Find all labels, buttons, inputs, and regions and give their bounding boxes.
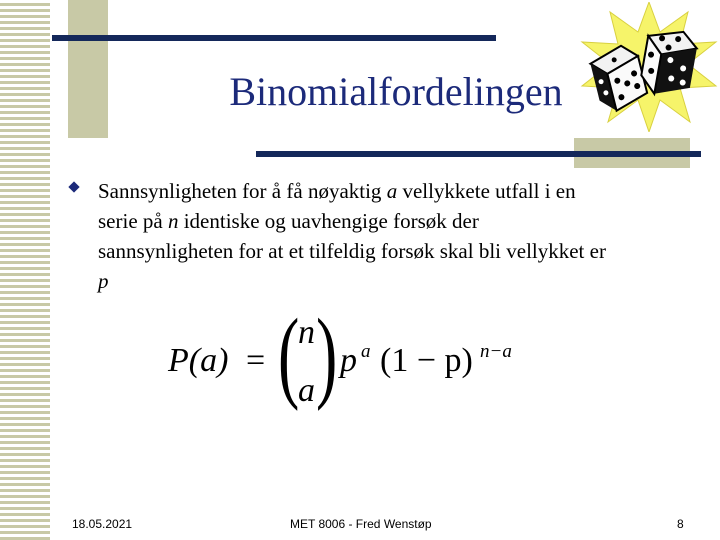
binomial-right-paren: )	[316, 297, 338, 412]
bullet-line1-pre: Sannsynligheten for å få nøyaktig	[98, 179, 387, 203]
formula-lhs-text: P(a)	[168, 342, 229, 379]
bullet-line3: sannsynligheten for at et tilfeldig forsøk skal bli vellykket er	[98, 239, 606, 263]
bullet-line1-post: vellykkete utfall i en	[397, 179, 576, 203]
striped-sidebar	[0, 0, 50, 540]
bullet-line2-pre: serie på	[98, 209, 168, 233]
variable-p: p	[98, 269, 109, 293]
bullet-text	[98, 176, 688, 296]
footer-page-number: 8	[677, 517, 684, 531]
olive-accent-block-top	[68, 0, 108, 138]
binomial-bottom: a	[298, 372, 315, 409]
formula-p-base: p	[340, 342, 357, 379]
formula-lhs	[168, 344, 228, 378]
diamond-bullet-icon	[68, 181, 79, 192]
binomial-top: n	[298, 314, 315, 351]
formula-p-exponent: a	[361, 341, 371, 362]
footer-course: MET 8006 - Fred Wenstøp	[290, 517, 432, 531]
bullet-line2-post: identiske og uavhengige forsøk der	[178, 209, 479, 233]
title-rule-bottom	[256, 151, 701, 157]
formula-factor: (1 − p)	[380, 342, 473, 379]
formula-equals: =	[246, 342, 266, 379]
variable-a: a	[386, 179, 398, 203]
formula-factor-exponent: n−a	[480, 341, 512, 362]
dice-icon	[580, 2, 718, 132]
binomial-formula	[168, 297, 528, 416]
slide-title: Binomialfordelingen	[229, 69, 563, 114]
binomial-left-paren: (	[278, 297, 300, 412]
variable-n: n	[167, 209, 179, 233]
footer-date: 18.05.2021	[72, 517, 133, 531]
title-rule-top	[52, 35, 496, 41]
